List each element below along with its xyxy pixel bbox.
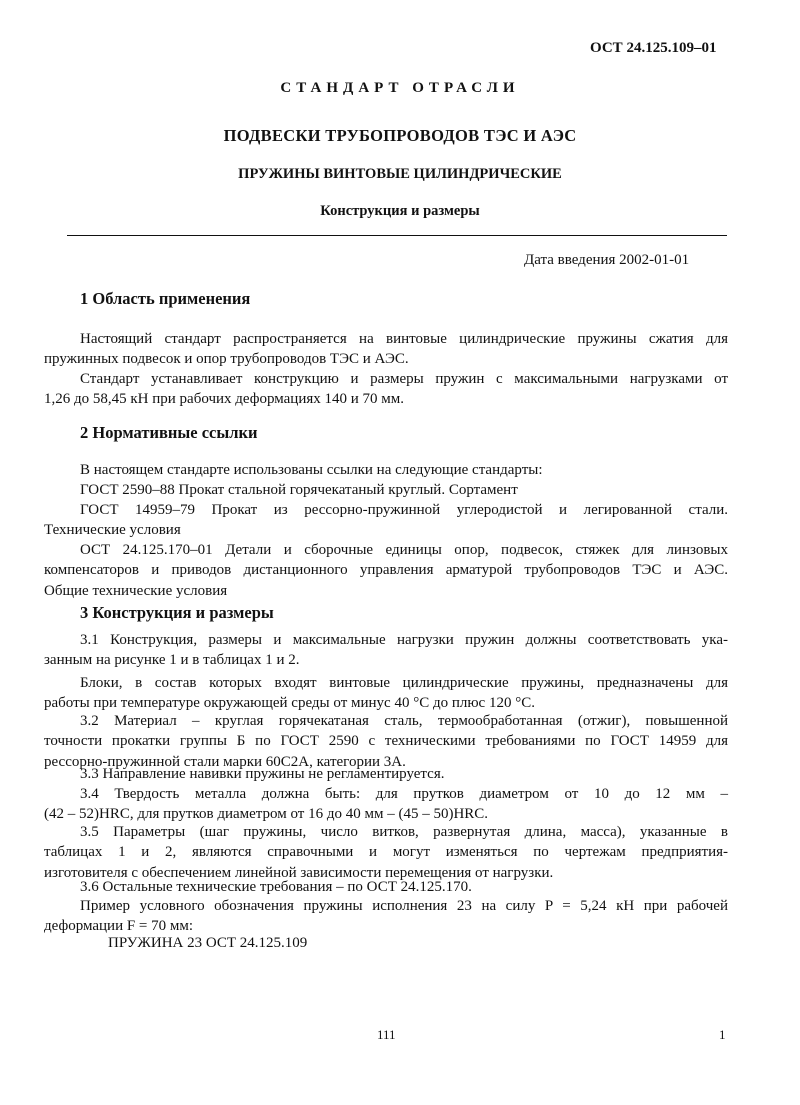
text-line: (42 – 52)HRC, для прутков диаметром от 16 до 40 мм – (45 – 50)HRC. xyxy=(44,806,489,823)
paragraph-3-5 xyxy=(44,822,728,883)
paragraph-reference-gost-14959 xyxy=(44,500,728,541)
document-title: ПОДВЕСКИ ТРУБОПРОВОДОВ ТЭС И АЭС xyxy=(223,126,577,145)
paragraph-reference-gost-2590 xyxy=(44,480,728,500)
page-number: 111 xyxy=(377,1027,396,1042)
text-line: рессорно-пружинной стали марки 60С2А, категории 3А. xyxy=(44,753,406,770)
section-heading-scope: 1 Область применения xyxy=(80,289,251,308)
text-line: ГОСТ 14959–79 Прокат из рессорно-пружинной углеродистой и легированной стали. xyxy=(80,502,728,518)
document-subtitle-secondary: Конструкция и размеры xyxy=(320,203,480,219)
text-line: Настоящий стандарт распространяется на винтовые цилиндрические пружины сжатия для xyxy=(80,331,728,347)
document-subtitle: ПРУЖИНЫ ВИНТОВЫЕ ЦИЛИНДРИЧЕСКИЕ xyxy=(238,166,562,182)
text-line: Стандарт устанавливает конструкцию и размеры пружин с максимальными нагрузками от xyxy=(80,371,728,387)
text-line: пружинных подвесок и опор трубопроводов ТЭС и АЭС. xyxy=(44,351,409,368)
section-heading-construction: 3 Конструкция и размеры xyxy=(80,603,274,622)
text-line: изготовителя с обеспечением линейной зависимости перемещения от нагрузки. xyxy=(44,864,554,881)
paragraph-3-3 xyxy=(44,764,728,784)
text-line: 3.4 Твердость металла должна быть: для прутков диаметром от 10 до 12 мм – xyxy=(80,786,728,802)
text-line: ГОСТ 2590–88 Прокат стальной горячекатаный круглый. Сортамент xyxy=(80,482,518,498)
text-line: Блоки, в состав которых входят винтовые цилиндрические пружины, предназначены для xyxy=(80,675,728,691)
text-line: 3.6 Остальные технические требования – по ОСТ 24.125.170. xyxy=(80,879,472,895)
title-divider xyxy=(67,235,727,236)
paragraph-3-1 xyxy=(44,630,728,671)
text-line: ОСТ 24.125.170–01 Детали и сборочные единицы опор, подвесок, стяжек для линзовых xyxy=(80,542,728,558)
intro-date: Дата введения 2002-01-01 xyxy=(524,252,690,268)
paragraph-scope-2 xyxy=(44,369,728,410)
text-line: 3.2 Материал – круглая горячекатаная сталь, термообработанная (отжиг), повышенной xyxy=(80,713,728,729)
paragraph-3-2 xyxy=(44,711,728,772)
paragraph-scope-1 xyxy=(44,329,728,370)
text-line: компенсаторов и приводов дистанционного управления арматурой трубопроводов ТЭС и АЭС. xyxy=(44,562,728,579)
text-line: В настоящем стандарте использованы ссылки на следующие стандарты: xyxy=(80,462,543,478)
designation-example: ПРУЖИНА 23 ОСТ 24.125.109 xyxy=(108,935,308,951)
standard-label: СТАНДАРТ ОТРАСЛИ xyxy=(280,80,520,96)
paragraph-3-4 xyxy=(44,784,728,825)
text-line: 3.5 Параметры (шаг пружины, число витков, развернутая длина, масса), указанные в xyxy=(80,824,728,840)
text-line: 1,26 до 58,45 кН при рабочих деформациях 140 и 70 мм. xyxy=(44,391,405,408)
text-line: 3.3 Направление навивки пружины не регламентируется. xyxy=(80,766,445,782)
text-line: таблицах 1 и 2, являются справочными и могут изменяться по чертежам предприятия- xyxy=(44,844,728,861)
paragraph-3-6 xyxy=(44,877,728,897)
text-line: занным на рисунке 1 и в таблицах 1 и 2. xyxy=(44,652,300,669)
text-line: точности прокатки группы Б по ГОСТ 2590 с техническими требованиями по ГОСТ 14959 для xyxy=(44,733,728,750)
section-heading-references: 2 Нормативные ссылки xyxy=(80,423,258,442)
paragraph-references-intro xyxy=(44,460,728,480)
text-line: 3.1 Конструкция, размеры и максимальные нагрузки пружин должны соответствовать ука- xyxy=(80,632,728,648)
text-line: Пример условного обозначения пружины исполнения 23 на силу P = 5,24 кН при рабочей xyxy=(80,898,728,914)
document-code: ОСТ 24.125.109–01 xyxy=(590,40,717,56)
text-line: деформации F = 70 мм: xyxy=(44,918,194,935)
paragraph-blocks xyxy=(44,673,728,714)
text-line: Технические условия xyxy=(44,522,181,539)
text-line: Общие технические условия xyxy=(44,582,228,599)
text-line: работы при температуре окружающей среды от минус 40 °С до плюс 120 °С. xyxy=(44,695,535,712)
paragraph-reference-ost-24-125-170 xyxy=(44,540,728,601)
paragraph-example xyxy=(44,896,728,937)
sheet-number: 1 xyxy=(719,1027,726,1042)
